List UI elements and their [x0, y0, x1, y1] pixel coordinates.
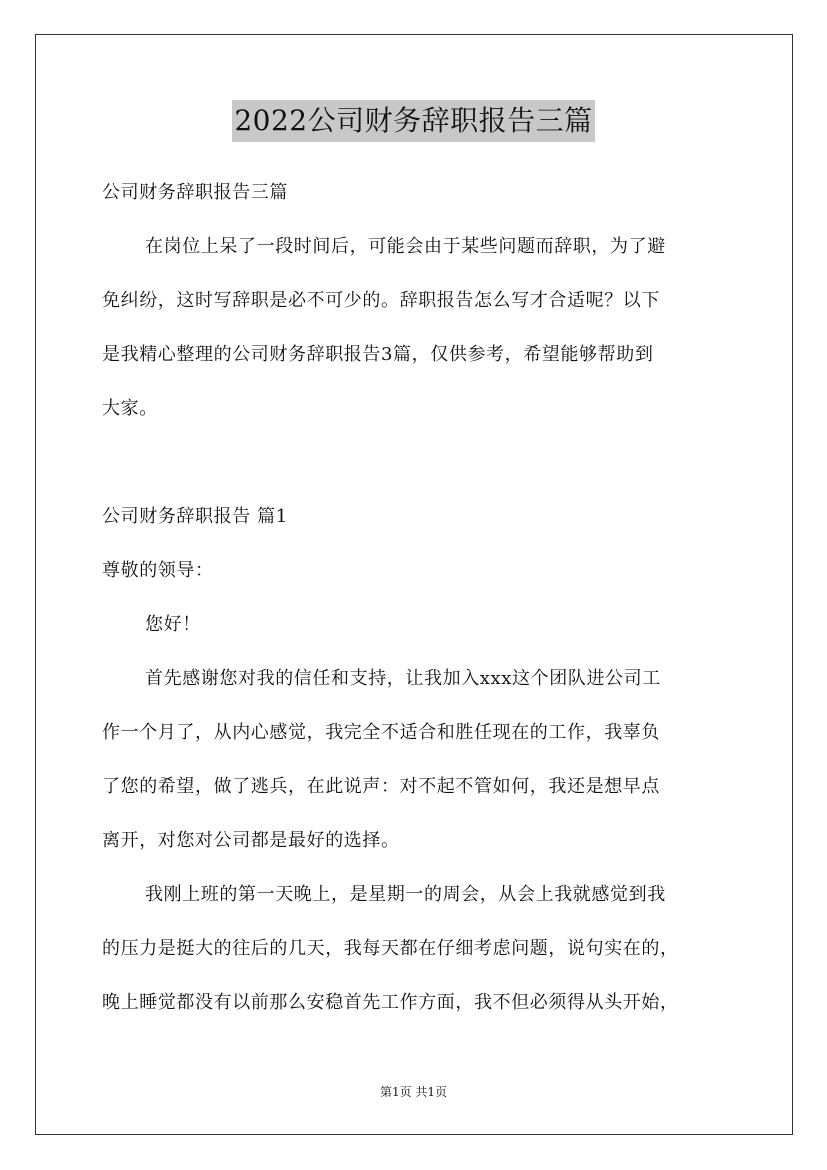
paragraph-line: 晚上睡觉都没有以前那么安稳首先工作方面，我不但必须得从头开始， — [102, 992, 679, 1013]
salutation: 尊敬的领导： — [102, 560, 214, 581]
paragraph-line: 大家。 — [102, 398, 158, 419]
paragraph-line: 在岗位上呆了一段时间后，可能会由于某些问题而辞职，为了避 — [145, 236, 666, 257]
paragraph-line: 作一个月了，从内心感觉，我完全不适合和胜任现在的工作，我辜负 — [102, 722, 660, 743]
subtitle-line: 公司财务辞职报告三篇 — [102, 182, 288, 203]
greeting: 您好！ — [145, 614, 201, 635]
section-heading: 公司财务辞职报告 篇1 — [102, 506, 288, 527]
paragraph-line: 了您的希望，做了逃兵，在此说声：对不起不管如何，我还是想早点 — [102, 776, 660, 797]
paragraph-line: 首先感谢您对我的信任和支持，让我加入xxx这个团队进公司工 — [145, 668, 661, 689]
paragraph-line: 的压力是挺大的往后的几天，我每天都在仔细考虑问题，说句实在的， — [102, 938, 679, 959]
page-footer: 第1页 共1页 — [379, 1085, 448, 1099]
title-container — [0, 100, 827, 142]
paragraph-line: 是我精心整理的公司财务辞职报告3篇，仅供参考，希望能够帮助到 — [102, 344, 654, 365]
document-title: 2022公司财务辞职报告三篇 — [232, 100, 594, 142]
paragraph-line: 离开，对您对公司都是最好的选择。 — [102, 830, 400, 851]
paragraph-line: 免纠纷，这时写辞职是必不可少的。辞职报告怎么写才合适呢？以下 — [102, 290, 660, 311]
paragraph-line: 我刚上班的第一天晚上，是星期一的周会，从会上我就感觉到我 — [145, 884, 666, 905]
